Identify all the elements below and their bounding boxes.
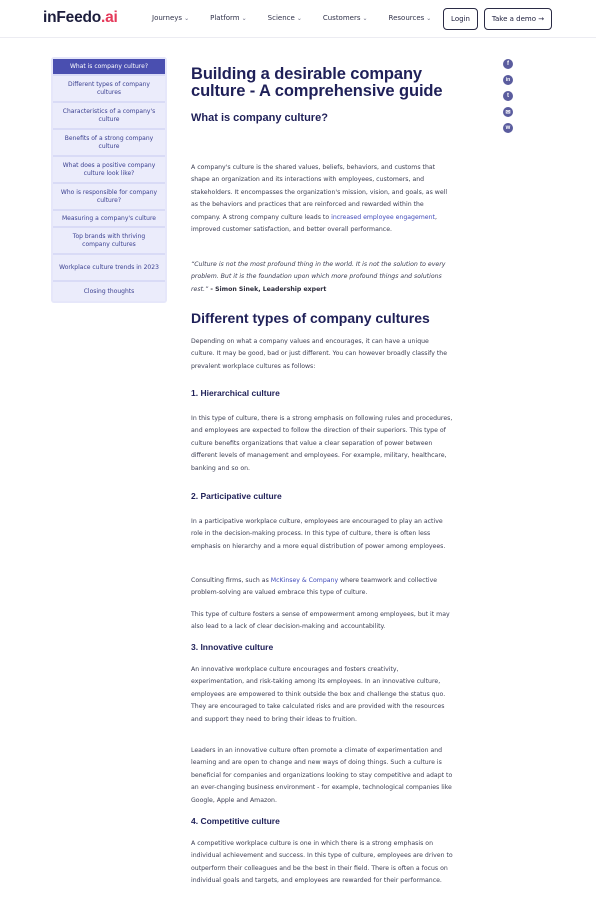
logo-text: inFeedo — [43, 9, 102, 26]
main-nav — [152, 14, 452, 22]
heading-innovative-culture: 3. Innovative culture — [191, 642, 274, 652]
toc-item-characteristics[interactable]: Characteristics of a company's culture — [53, 103, 165, 130]
quote-block — [191, 259, 453, 296]
linkedin-icon[interactable]: in — [503, 75, 513, 85]
toc-item-benefits[interactable]: Benefits of a strong company culture — [53, 130, 165, 157]
toc-item-positive-culture[interactable]: What does a positive company culture look like? — [53, 157, 165, 184]
intro-text-end: , improved customer satisfaction, and better overall performance. — [191, 213, 437, 234]
toc-item-closing[interactable]: Closing thoughts — [53, 282, 165, 301]
nav-journeys[interactable] — [152, 14, 189, 22]
employee-engagement-link[interactable]: increased employee engagement — [331, 213, 435, 221]
toc-item-measuring[interactable]: Measuring a company's culture — [53, 211, 165, 228]
chevron-down-icon: ⌄ — [362, 14, 368, 22]
nav-label: Journeys — [152, 14, 183, 22]
nav-label: Platform — [210, 14, 240, 22]
toc-item-trends[interactable]: Workplace culture trends in 2023 — [53, 255, 165, 282]
site-header — [0, 0, 596, 38]
intro-text: A company's culture is the shared values, beliefs, behaviors, and customs that shape an organization and its interactions with employees, customers, and stakeholders. It encompasses the organization's mission, vision, and goals, as well as the behaviors and practices that are reinforced and rewarded within the company. A strong company culture leads to — [191, 164, 448, 221]
logo[interactable] — [43, 9, 118, 27]
article-header — [191, 66, 453, 124]
page-title: Building a desirable company culture - A comprehensive guide — [191, 65, 443, 100]
chevron-down-icon: ⌄ — [426, 14, 432, 22]
competitive-paragraph-1: A competitive workplace culture is one in which there is a strong emphasis on individual achievement and success. In this type of culture, employees are driven to outperform their colleagues and be the best in their field. There is often a focus on individual goals and targets, and employees are rewarded for their performance. — [191, 840, 453, 885]
nav-platform[interactable] — [210, 14, 247, 22]
toc-item-top-brands[interactable]: Top brands with thriving company cultures — [53, 228, 165, 255]
participative-paragraph-1: In a participative workplace culture, employees are encouraged to play an active role in the decision-making process. In this type of culture, there is often less emphasis on hierarchy and a more equal distribution of power among employees. — [191, 518, 446, 550]
whatsapp-icon[interactable]: w — [503, 123, 513, 133]
nav-customers[interactable] — [323, 14, 368, 22]
nav-science[interactable] — [268, 14, 302, 22]
intro-paragraph — [191, 162, 453, 236]
types-intro-paragraph: Depending on what a company values and encourages, it can have a unique culture. It may be good, bad or just different. You can however broadly classify the prevalent workplace cultures as follows: — [191, 338, 448, 370]
quote-author: - Simon Sinek, Leadership expert — [208, 285, 327, 293]
toc-item-types[interactable]: Different types of company cultures — [53, 76, 165, 103]
login-button[interactable]: Login — [443, 8, 478, 30]
chevron-down-icon: ⌄ — [241, 14, 247, 22]
toc-item-responsible[interactable]: Who is responsible for company culture? — [53, 184, 165, 211]
chevron-down-icon: ⌄ — [184, 14, 190, 22]
twitter-icon[interactable]: t — [503, 91, 513, 101]
section-heading-what-is: What is company culture? — [191, 112, 328, 124]
participative-text: Consulting firms, such as — [191, 577, 271, 584]
nav-label: Science — [267, 14, 295, 22]
participative-text-end: where teamwork and collective problem-solving are valued embrace this type of culture. — [191, 577, 438, 597]
facebook-icon[interactable]: f — [503, 59, 513, 69]
participative-paragraph-3: This type of culture fosters a sense of empowerment among employees, but it may also lead to a lack of clear decision-making and accountability. — [191, 611, 450, 631]
heading-participative-culture: 2. Participative culture — [191, 491, 282, 501]
nav-label: Customers — [322, 14, 361, 22]
quote-text: “Culture is not the most profound thing in the world. It is not the solution to every problem. But it is the foundation upon which more profound things and solutions rest.” — [191, 261, 446, 293]
take-a-demo-button[interactable]: Take a demo → — [484, 8, 552, 30]
innovative-paragraph-1: An innovative workplace culture encourages and fosters creativity, experimentation, and risk-taking among its employees. In an innovative culture, employees are empowered to think outside the box and challenge the status quo. They are encouraged to take calculated risks and are provided with the resources and support they need to bring their ideas to fruition. — [191, 666, 446, 723]
innovative-paragraph-2: Leaders in an innovative culture often promote a climate of experimentation and learning and are open to change and new ways of doing things. Such a culture is beneficial for companies and organizations looking to stay competitive and adapt to an ever-changing business environment - for example, technological companies like Google, Apple and Amazon. — [191, 747, 453, 804]
toc-item-what-is-company-culture[interactable]: What is company culture? — [53, 59, 165, 76]
chevron-down-icon: ⌄ — [296, 14, 302, 22]
hierarchical-paragraph: In this type of culture, there is a strong emphasis on following rules and procedures, and employees are expected to follow the direction of their superiors. This type of culture benefits organizations that value a clear separation of power between different levels of management and employees. For example, military, healthcare, banking and so on. — [191, 415, 453, 472]
mckinsey-link[interactable]: McKinsey & Company — [270, 577, 339, 584]
nav-label: Resources — [388, 14, 425, 22]
section-heading-types: Different types of company cultures — [191, 310, 430, 326]
nav-resources[interactable] — [389, 14, 432, 22]
email-icon[interactable]: ✉ — [503, 107, 513, 117]
heading-hierarchical-culture: 1. Hierarchical culture — [191, 388, 280, 398]
logo-suffix: .ai — [101, 9, 118, 26]
heading-competitive-culture: 4. Competitive culture — [191, 816, 280, 826]
table-of-contents — [51, 57, 167, 303]
participative-paragraph-2 — [191, 575, 453, 600]
social-share — [503, 59, 513, 133]
